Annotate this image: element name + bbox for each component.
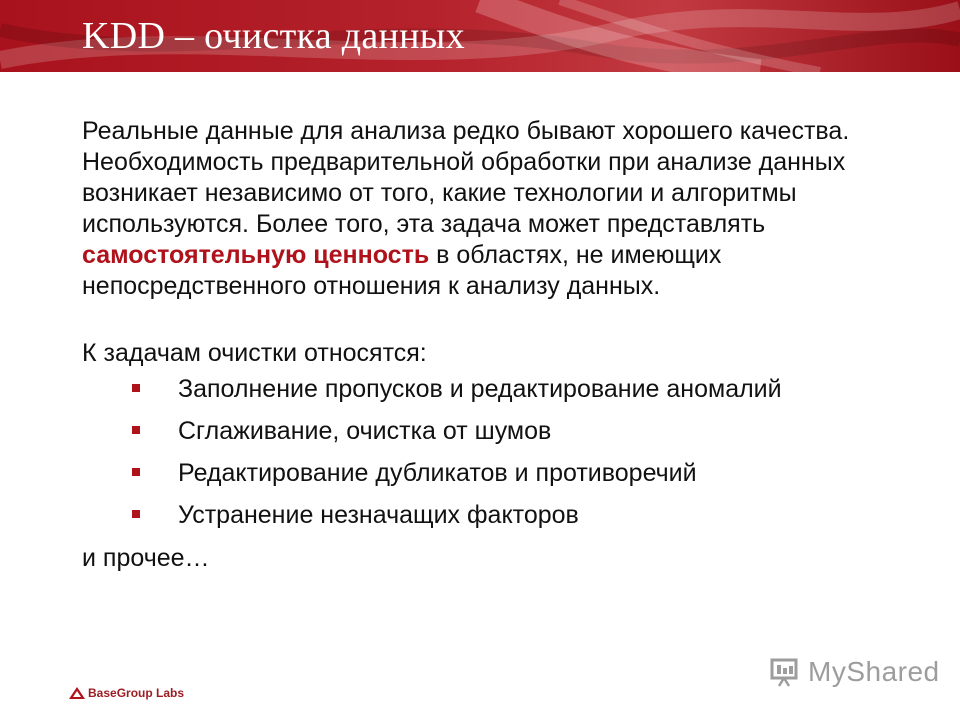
slide-title: KDD – очистка данных [82,15,465,57]
paragraph-text-start: Реальные данные для анализа редко бывают хорошего качества. Необходимость предварительной обработки при анализе данных возникает независимо от того, какие технологии и алгоритмы используются. Более того, эта задача может представлять [82,117,850,238]
presentation-icon [770,657,802,687]
list-item-text: Сглаживание, очистка от шумов [178,417,552,445]
square-bullet-icon [132,426,140,434]
share-logo-label: MyShared [808,656,940,687]
highlighted-phrase: самостоятельную ценность [82,241,430,269]
closing-text: и прочее… [82,544,210,572]
myshared-logo [770,656,940,688]
list-item-text: Редактирование дубликатов и противоречий [178,459,697,487]
brand-label: BaseGroup Labs [88,686,185,700]
list-item [82,375,902,403]
tasks-intro: К задачам очистки относятся: [82,339,427,367]
list-item-text: Заполнение пропусков и редактирование аномалий [178,375,782,403]
list-item [82,417,902,445]
list-item-text: Устранение незначащих факторов [178,501,579,529]
square-bullet-icon [132,468,140,476]
square-bullet-icon [132,384,140,392]
triangle-logo-icon [68,686,86,700]
intro-paragraph [82,116,902,302]
square-bullet-icon [132,510,140,518]
list-item [82,459,902,487]
list-item [82,501,902,529]
basegroup-brand [68,686,184,700]
paragraph-text-end: в областях, не имеющих непосредственного отношения к анализу данных. [82,241,722,300]
tasks-list [82,375,902,529]
header-banner [0,0,960,72]
slide-body [82,116,902,574]
